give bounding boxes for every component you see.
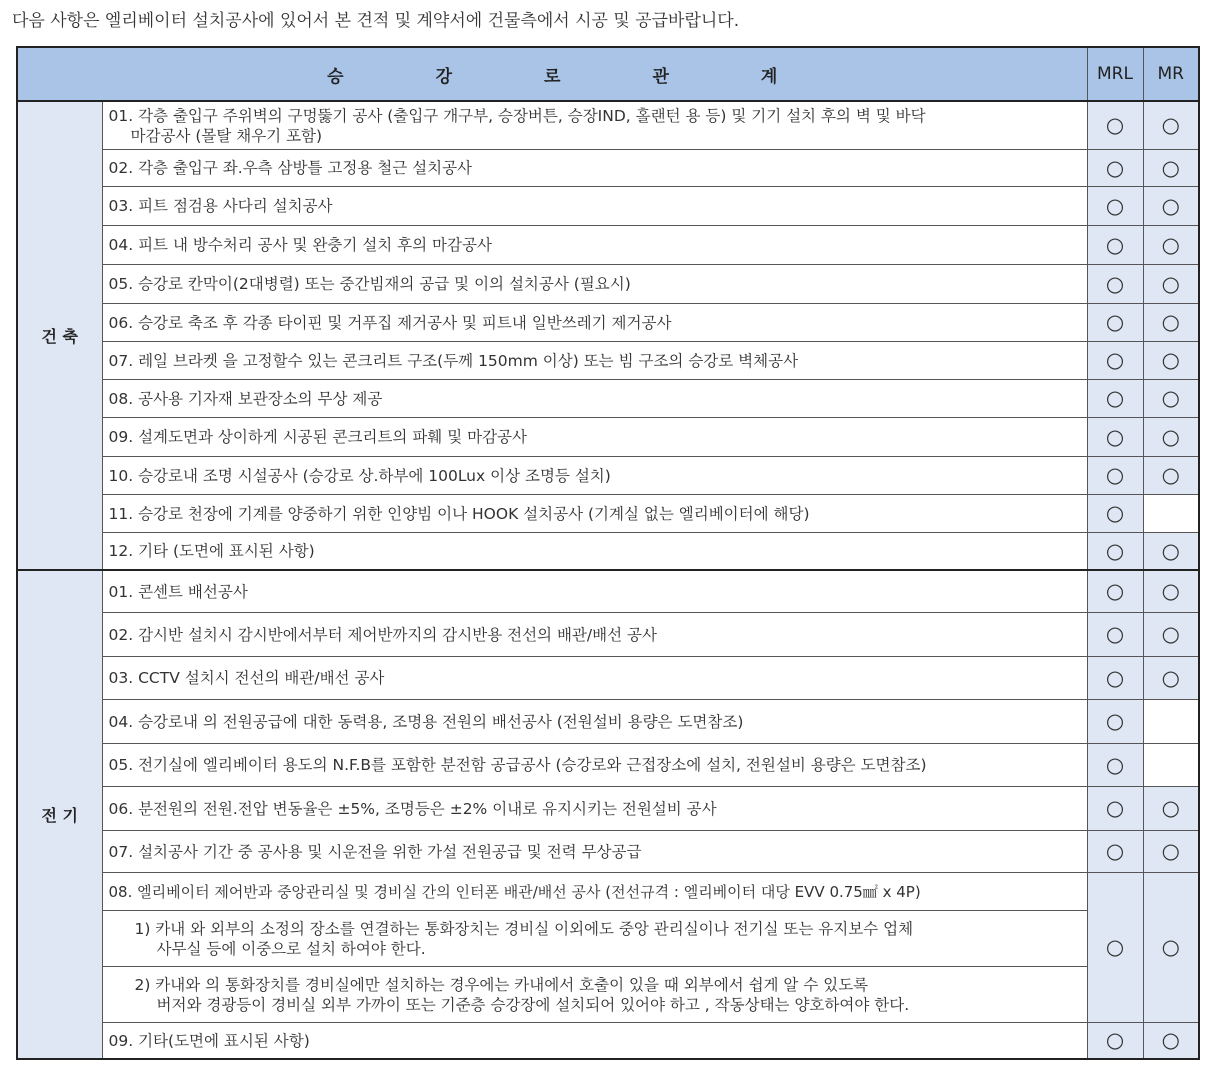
item-line-cont: 마감공사 (몰탈 채우기 포함) xyxy=(130,126,323,145)
mr-mark: ○ xyxy=(1143,341,1199,379)
table-row xyxy=(17,264,1199,303)
table-row xyxy=(17,101,1199,149)
item-text: 09. 기타(도면에 표시된 사항) xyxy=(102,1022,1087,1059)
mr-mark: ○ xyxy=(1143,379,1199,417)
section-label-architecture: 건 축 xyxy=(17,101,102,570)
item-subnote xyxy=(102,966,1087,1022)
item-text: 10. 승강로내 조명 시설공사 (승강로 상.하부에 100Lux 이상 조명등 설치) xyxy=(102,456,1087,494)
mrl-mark: ○ xyxy=(1087,417,1143,456)
mrl-mark: ○ xyxy=(1087,699,1143,743)
item-subnote xyxy=(102,910,1087,966)
table-row xyxy=(17,910,1199,966)
mr-mark: ○ xyxy=(1143,830,1199,872)
item-text: 03. 피트 점검용 사다리 설치공사 xyxy=(102,186,1087,225)
item-text: 11. 승강로 천장에 기계를 양중하기 위한 인양빔 이나 HOOK 설치공사 (기계실 없는 엘리베이터에 해당) xyxy=(102,494,1087,532)
table-row xyxy=(17,341,1199,379)
table-row xyxy=(17,494,1199,532)
mrl-mark: ○ xyxy=(1087,656,1143,699)
item-text: 07. 설치공사 기간 중 공사용 및 시운전을 위한 가설 전원공급 및 전력 무상공급 xyxy=(102,830,1087,872)
mr-mark: ○ xyxy=(1143,417,1199,456)
header-char: 강 xyxy=(435,66,453,87)
mrl-mark: ○ xyxy=(1087,264,1143,303)
table-row xyxy=(17,379,1199,417)
mr-mark: ○ xyxy=(1143,612,1199,656)
subnote-line-cont: 버저와 경광등이 경비실 외부 가까이 또는 기준층 승강장에 설치되어 있어야 하고 , 작동상태는 양호하여야 한다. xyxy=(156,995,910,1014)
header-char: 관 xyxy=(652,66,669,87)
mr-mark xyxy=(1143,699,1199,743)
mrl-mark: ○ xyxy=(1087,456,1143,494)
table-row xyxy=(17,532,1199,570)
mrl-mark: ○ xyxy=(1087,303,1143,341)
table-row xyxy=(17,417,1199,456)
mr-mark: ○ xyxy=(1143,303,1199,341)
item-text: 03. CCTV 설치시 전선의 배관/배선 공사 xyxy=(102,656,1087,699)
table-row xyxy=(17,303,1199,341)
mr-mark: ○ xyxy=(1143,786,1199,830)
item-text: 08. 엘리베이터 제어반과 중앙관리실 및 경비실 간의 인터폰 배관/배선 공사 (전선규격 : 엘리베이터 대당 EVV 0.75㎟ x 4P) xyxy=(102,872,1087,910)
item-text: 05. 승강로 칸막이(2대병렬) 또는 중간빔재의 공급 및 이의 설치공사 (필요시) xyxy=(102,264,1087,303)
item-text: 05. 전기실에 엘리베이터 용도의 N.F.B를 포함한 분전함 공급공사 (승강로와 근접장소에 설치, 전원설비 용량은 도면참조) xyxy=(102,743,1087,786)
header-char: 승 xyxy=(327,66,344,87)
table-row xyxy=(17,656,1199,699)
mr-mark: ○ xyxy=(1143,656,1199,699)
mrl-mark: ○ xyxy=(1087,494,1143,532)
table-row xyxy=(17,225,1199,264)
table-row xyxy=(17,966,1199,1022)
mrl-mark: ○ xyxy=(1087,341,1143,379)
header-char: 로 xyxy=(544,66,561,87)
mrl-mark: ○ xyxy=(1087,786,1143,830)
mr-mark: ○ xyxy=(1143,149,1199,186)
header-row xyxy=(17,47,1199,101)
subnote-line: 1) 카내 와 외부의 소정의 장소를 연결하는 통화장치는 경비실 이외에도 중앙 관리실이나 전기실 또는 유지보수 업체 xyxy=(134,919,914,938)
table-row xyxy=(17,149,1199,186)
mrl-mark: ○ xyxy=(1087,186,1143,225)
item-text: 02. 감시반 설치시 감시반에서부터 제어반까지의 감시반용 전선의 배관/배선 공사 xyxy=(102,612,1087,656)
mrl-mark: ○ xyxy=(1087,379,1143,417)
mrl-mark: ○ xyxy=(1087,570,1143,612)
mrl-mark: ○ xyxy=(1087,872,1143,1022)
header-mrl: MRL xyxy=(1087,47,1143,101)
mr-mark: ○ xyxy=(1143,456,1199,494)
mrl-mark: ○ xyxy=(1087,149,1143,186)
table-row xyxy=(17,1022,1199,1059)
mrl-mark: ○ xyxy=(1087,532,1143,570)
mrl-mark: ○ xyxy=(1087,225,1143,264)
table-row xyxy=(17,872,1199,910)
intro-text: 다음 사항은 엘리베이터 설치공사에 있어서 본 견적 및 계약서에 건물측에서 시공 및 공급바랍니다. xyxy=(12,11,740,31)
header-title xyxy=(17,47,1087,101)
table-row xyxy=(17,699,1199,743)
item-text: 12. 기타 (도면에 표시된 사항) xyxy=(102,532,1087,570)
table-row xyxy=(17,456,1199,494)
mr-mark: ○ xyxy=(1143,186,1199,225)
mr-mark xyxy=(1143,494,1199,532)
mr-mark: ○ xyxy=(1143,872,1199,1022)
table-row xyxy=(17,786,1199,830)
mr-mark: ○ xyxy=(1143,101,1199,149)
mrl-mark: ○ xyxy=(1087,743,1143,786)
table-row xyxy=(17,570,1199,612)
item-text: 09. 설계도면과 상이하게 시공된 콘크리트의 파훼 및 마감공사 xyxy=(102,417,1087,456)
elevator-responsibility-table xyxy=(16,46,1200,1060)
mr-mark: ○ xyxy=(1143,532,1199,570)
table-row xyxy=(17,743,1199,786)
mrl-mark: ○ xyxy=(1087,101,1143,149)
mrl-mark: ○ xyxy=(1087,830,1143,872)
table-row xyxy=(17,186,1199,225)
mr-mark: ○ xyxy=(1143,1022,1199,1059)
header-mr: MR xyxy=(1143,47,1199,101)
table-row xyxy=(17,612,1199,656)
subnote-line: 2) 카내와 의 통화장치를 경비실에만 설치하는 경우에는 카내에서 호출이 있을 때 외부에서 쉽게 알 수 있도록 xyxy=(134,975,869,994)
mr-mark: ○ xyxy=(1143,264,1199,303)
item-text: 06. 분전원의 전원.전압 변동율은 ±5%, 조명등은 ±2% 이내로 유지시키는 전원설비 공사 xyxy=(102,786,1087,830)
mr-mark: ○ xyxy=(1143,225,1199,264)
item-text: 01. 콘센트 배선공사 xyxy=(102,570,1087,612)
mrl-mark: ○ xyxy=(1087,1022,1143,1059)
item-text xyxy=(102,101,1087,149)
mrl-mark: ○ xyxy=(1087,612,1143,656)
mr-mark xyxy=(1143,743,1199,786)
header-char: 계 xyxy=(760,66,778,87)
item-text: 04. 승강로내 의 전원공급에 대한 동력용, 조명용 전원의 배선공사 (전원설비 용량은 도면참조) xyxy=(102,699,1087,743)
mr-mark: ○ xyxy=(1143,570,1199,612)
table-row xyxy=(17,830,1199,872)
item-text: 02. 각층 출입구 좌.우측 삼방틀 고정용 철근 설치공사 xyxy=(102,149,1087,186)
subnote-line-cont: 사무실 등에 이중으로 설치 하여야 한다. xyxy=(156,939,426,958)
item-text: 04. 피트 내 방수처리 공사 및 완충기 설치 후의 마감공사 xyxy=(102,225,1087,264)
section-label-electrical: 전 기 xyxy=(17,570,102,1059)
item-line: 01. 각층 출입구 주위벽의 구멍뚫기 공사 (출입구 개구부, 승장버튼, 승장IND, 홀랜턴 용 등) 및 기기 설치 후의 벽 및 바닥 xyxy=(108,106,926,125)
item-text: 08. 공사용 기자재 보관장소의 무상 제공 xyxy=(102,379,1087,417)
item-text: 07. 레일 브라켓 을 고정할수 있는 콘크리트 구조(두께 150mm 이상) 또는 빔 구조의 승강로 벽체공사 xyxy=(102,341,1087,379)
item-text: 06. 승강로 축조 후 각종 타이핀 및 거푸집 제거공사 및 피트내 일반쓰레기 제거공사 xyxy=(102,303,1087,341)
